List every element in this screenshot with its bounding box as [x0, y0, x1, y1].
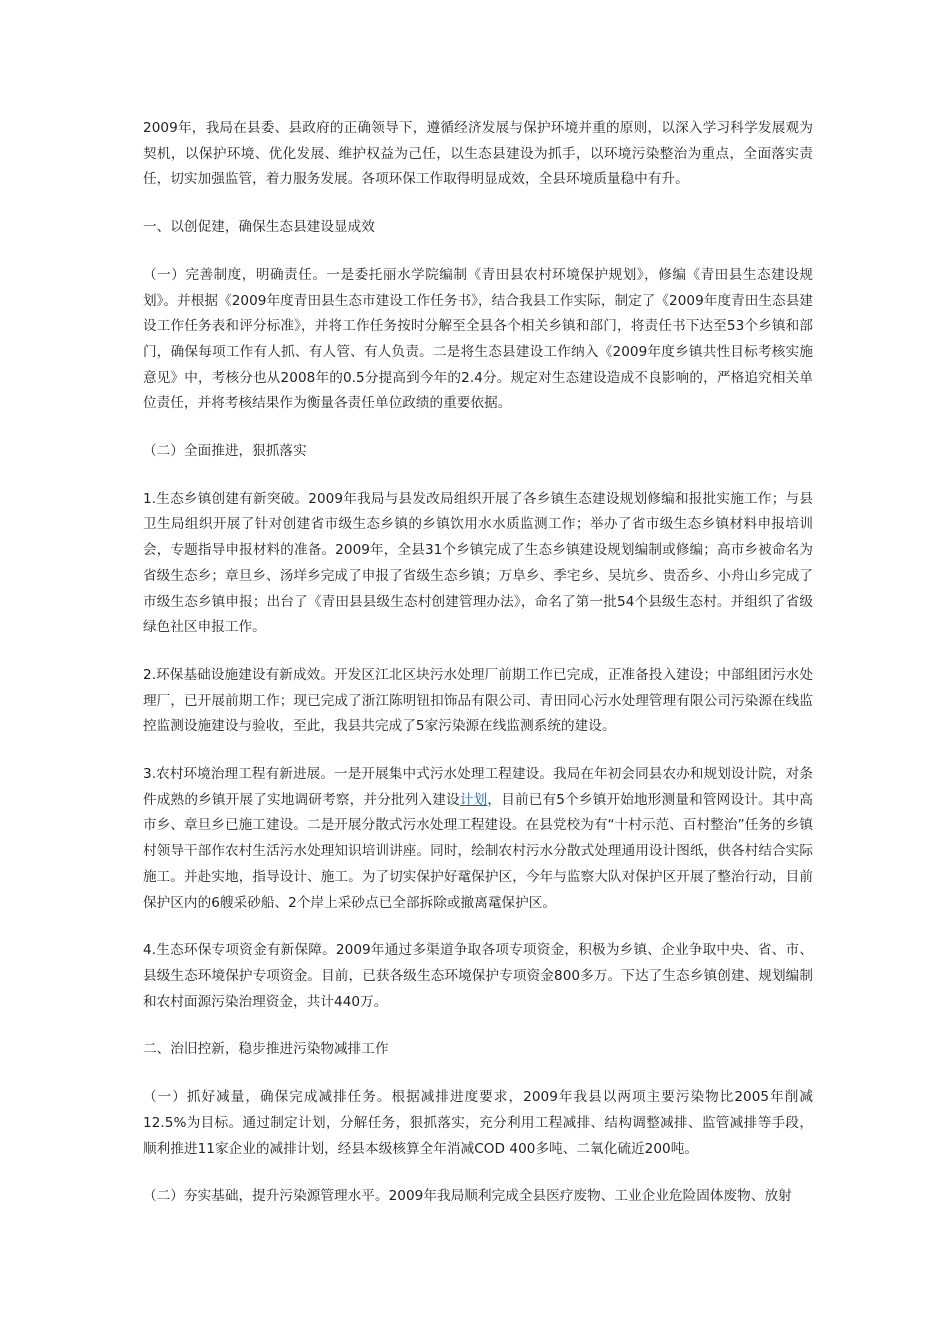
item-paragraph-3: [143, 762, 813, 916]
document-body: [143, 116, 813, 1210]
section-heading-1: 一、以创促建，确保生态县建设显成效: [143, 219, 375, 236]
intro-paragraph: 2009年，我局在县委、县政府的正确领导下，遵循经济发展与保护环境并重的原则，以深入学习科学发展观为契机，以保护环境、优化发展、维护权益为己任，以生态县建设为抓手，以环境污染整治为重点，全面落实责任，切实加强监管，着力服务发展。各项环保工作取得明显成效，全县环境质量稳中有升。: [143, 120, 813, 188]
section-heading-2: 二、治旧控新，稳步推进污染物减排工作: [143, 1041, 389, 1058]
item-paragraph-2: 2.环保基础设施建设有新成效。开发区江北区块污水处理厂前期工作已完成，正准备投入建设；中部组团污水处理厂，已开展前期工作；现已完成了浙江陈明钮扣饰品有限公司、青田同心污水处理管理有限公司污染源在线监控监测设施建设与验收，至此，我县共完成了5家污染源在线监测系统的建设。: [143, 666, 813, 735]
item-paragraph-1: 1.生态乡镇创建有新突破。2009年我局与县发改局组织开展了各乡镇生态建设规划修编和报批实施工作；与县卫生局组织开展了针对创建省市级生态乡镇的乡镇饮用水水质监测工作；举办了省市级生态乡镇材料申报培训会，专题指导申报材料的准备。2009年，全县31个乡镇完成了生态乡镇建设规划编制或修编；高市乡被命名为省级生态乡；章旦乡、汤垟乡完成了申报了省级生态乡镇；万阜乡、季宅乡、吴坑乡、贵岙乡、小舟山乡完成了市级生态乡镇申报；出台了《青田县县级生态村创建管理办法》，命名了第一批54个县级生态村。并组织了省级绿色社区申报工作。: [143, 490, 813, 636]
subsection-heading-1-2: （二）全面推进，狠抓落实: [143, 443, 307, 460]
item-paragraph-4: 4.生态环保专项资金有新保障。2009年通过多渠道争取各项专项资金，积极为乡镇、企业争取中央、省、市、县级生态环境保护专项资金。目前，已获各级生态环境保护专项资金800多万。下达了生态乡镇创建、规划编制和农村面源污染治理资金，共计440万。: [143, 942, 813, 1010]
item-3-text-before-link: 3.农村环境治理工程有新进展。一是开展集中式污水处理工程建设。我局在年初会同县农办和规划设计院，对条件成熟的乡镇开展了实地调研考察，并分批列入建设: [143, 766, 813, 808]
subsection-paragraph-1-1: （一）完善制度，明确责任。一是委托丽水学院编制《青田县农村环境保护规划》，修编《青田县生态建设规划》。并根据《2009年度青田县生态市建设工作任务书》，结合我县工作实际，制定了《2009年度青田生态县建设工作任务表和评分标准》，并将工作任务按时分解至全县各个相关乡镇和部门，将责任书下达至53个乡镇和部门，确保每项工作有人抓、有人管、有人负责。二是将生态县建设工作纳入《2009年度乡镇共性目标考核实施意见》中，考核分也从2008年的0.5分提高到今年的2.4分。规定对生态建设造成不良影响的，严格追究相关单位责任，并将考核结果作为衡量各责任单位政绩的重要依据。: [143, 266, 813, 412]
plan-link[interactable]: 计划: [459, 791, 488, 808]
item-3-text-after-link: ，目前已有5个乡镇开始地形测量和管网设计。其中高市乡、章旦乡已施工建设。二是开展分散式污水处理工程建设。在县党校为有“十村示范、百村整治”任务的乡镇村领导干部作农村生活污水处理知识培训讲座。同时，绘制农村污水分散式处理通用设计图纸，供各村结合实际施工。并赴实地，指导设计、施工。为了切实保护好鼋保护区，今年与监察大队对保护区开展了整治行动，目前保护区内的6艘采砂船、2个岸上采砂点已全部拆除或撤离鼋保护区。: [143, 791, 813, 911]
subsection-paragraph-2-2: （二）夯实基础，提升污染源管理水平。2009年我局顺利完成全县医疗废物、工业企业危险固体废物、放射: [143, 1188, 792, 1205]
subsection-paragraph-2-1: （一）抓好减量，确保完成减排任务。根据减排进度要求，2009年我县以两项主要污染物比2005年削减12.5%为目标。通过制定计划，分解任务，狠抓落实，充分利用工程减排、结构调整减排、监管减排等手段，顺利推进11家企业的减排计划，经县本级核算全年消减COD 400多吨、二氧化硫近200吨。: [143, 1089, 813, 1157]
